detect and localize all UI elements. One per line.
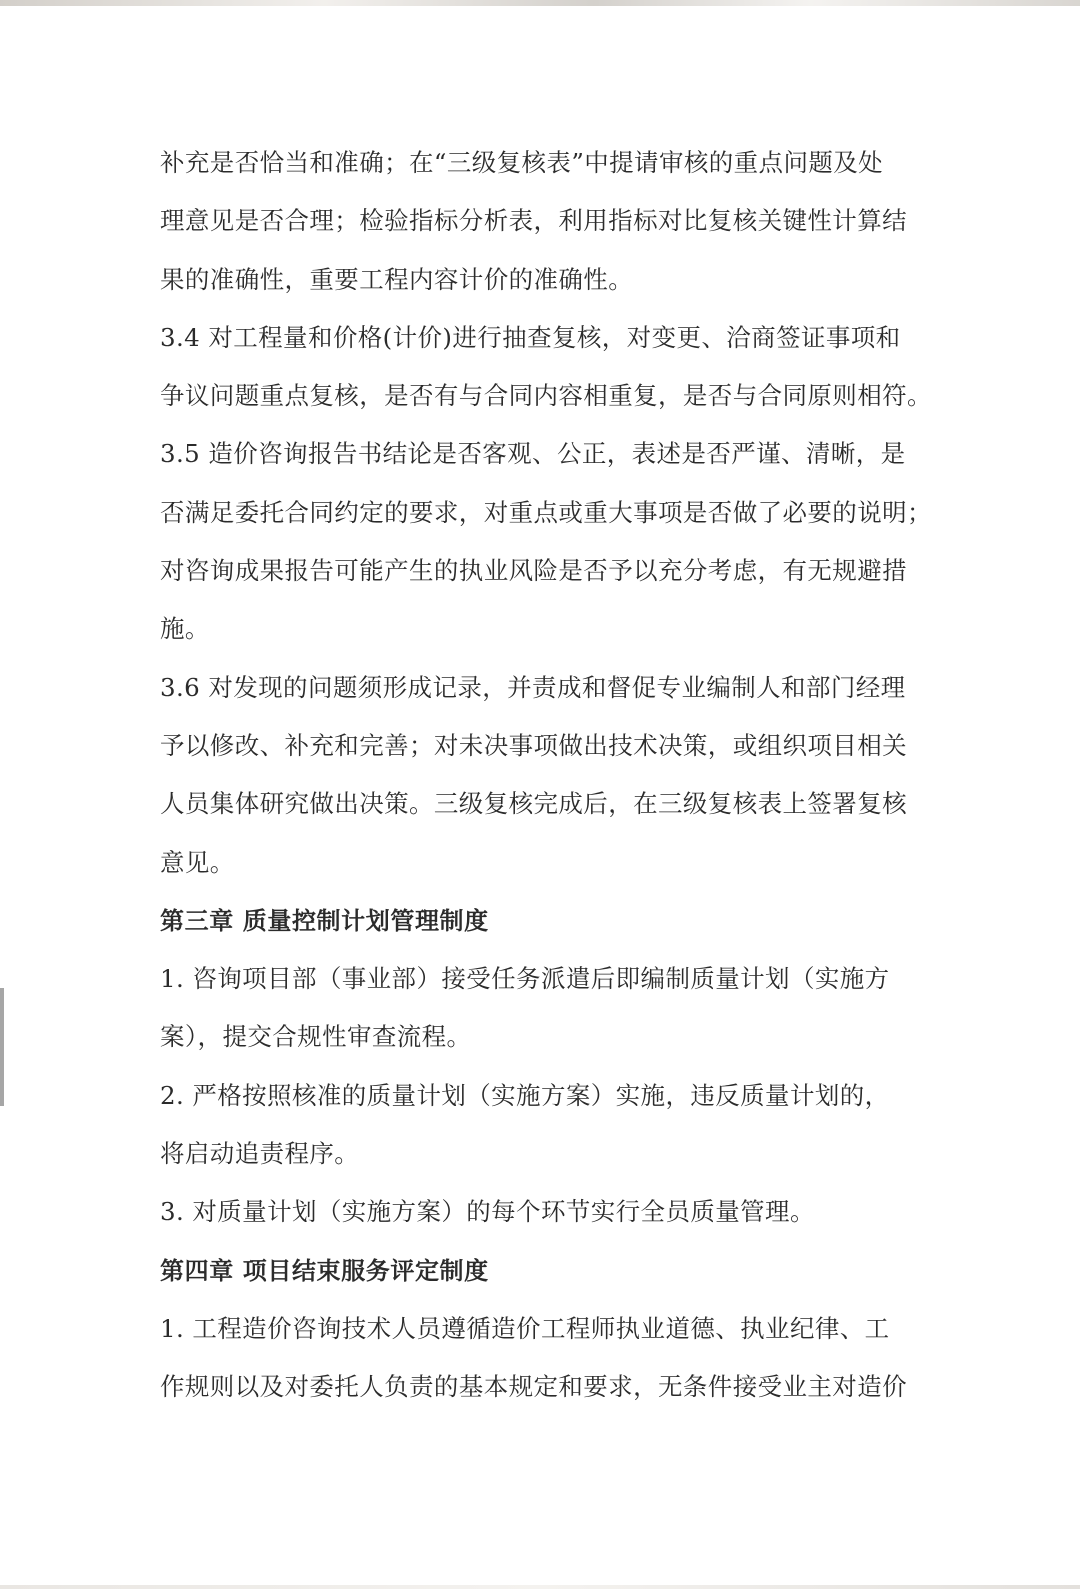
item-2-line: 2. 严格按照核准的质量计划（实施方案）实施，违反质量计划的，: [160, 1080, 890, 1110]
clause-3-6-line: 3.6 对发现的问题须形成记录，并责成和督促专业编制人和部门经理: [160, 672, 906, 702]
paragraph-line: 意见。: [160, 847, 235, 877]
paragraph-line: 补充是否恰当和准确；在“三级复核表”中提请审核的重点问题及处: [160, 148, 884, 177]
paragraph-line: 人员集体研究做出决策。三级复核完成后，在三级复核表上签署复核: [160, 789, 907, 819]
item-3-line: 3. 对质量计划（实施方案）的每个环节实行全员质量管理。: [160, 1197, 815, 1227]
paragraph-line: 予以修改、补充和完善；对未决事项做出技术决策，或组织项目相关: [160, 730, 907, 760]
document-body: [160, 134, 932, 1417]
paragraph-line: 将启动追责程序。: [160, 1139, 360, 1169]
paragraph-line: 案），提交合规性审查流程。: [160, 1022, 472, 1052]
item-1-line: 1. 工程造价咨询技术人员遵循造价工程师执业道德、执业纪律、工: [160, 1313, 890, 1343]
paragraph-line: 否满足委托合同约定的要求，对重点或重大事项是否做了必要的说明；: [160, 497, 932, 527]
scan-edge-bottom: [0, 1585, 1080, 1589]
clause-3-5-line: 3.5 造价咨询报告书结论是否客观、公正，表述是否严谨、清晰，是: [160, 439, 906, 469]
chapter-4-heading: 第四章 项目结束服务评定制度: [160, 1256, 489, 1285]
paragraph-line: 作规则以及对委托人负责的基本规定和要求，无条件接受业主对造价: [160, 1372, 907, 1402]
paragraph-line: 争议问题重点复核，是否有与合同内容相重复，是否与合同原则相符。: [160, 381, 932, 411]
chapter-3-heading: 第三章 质量控制计划管理制度: [160, 906, 489, 935]
paragraph-line: 果的准确性，重要工程内容计价的准确性。: [160, 264, 634, 294]
paragraph-line: 对咨询成果报告可能产生的执业风险是否予以充分考虑，有无规避措: [160, 556, 907, 586]
item-1-line: 1. 咨询项目部（事业部）接受任务派遣后即编制质量计划（实施方: [160, 964, 890, 994]
scan-edge-top: [0, 0, 1080, 6]
clause-3-4-line: 3.4 对工程量和价格(计价)进行抽查复核，对变更、洽商签证事项和: [160, 322, 901, 352]
scan-edge-left: [0, 988, 4, 1106]
paragraph-line: 理意见是否合理；检验指标分析表，利用指标对比复核关键性计算结: [160, 206, 907, 236]
paragraph-line: 施。: [160, 614, 210, 644]
